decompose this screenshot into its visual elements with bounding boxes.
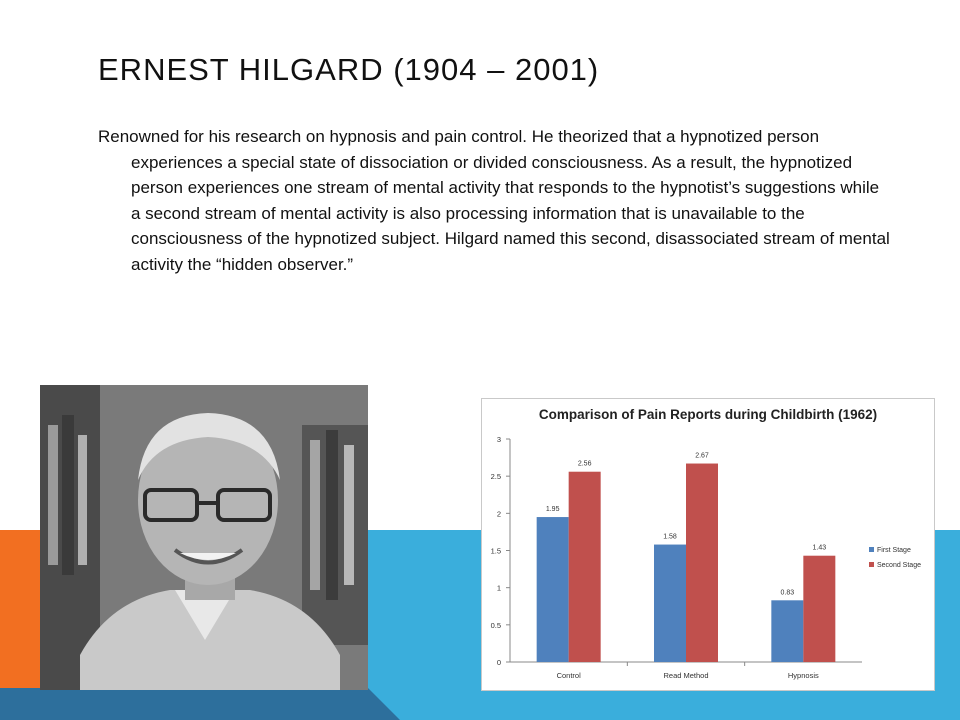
decorative-dark-blue-strip (0, 688, 400, 720)
bar-chart-panel (481, 398, 935, 691)
data-label: 2.67 (695, 452, 709, 460)
legend-swatch (869, 562, 874, 567)
category-label: Control (556, 671, 581, 680)
category-label: Read Method (663, 671, 709, 680)
chart-title: Comparison of Pain Reports during Childbirth (1962) (538, 407, 878, 422)
y-tick-label: 3 (496, 435, 501, 444)
bar-second-stage (569, 472, 601, 662)
y-tick-label: 2.5 (490, 472, 501, 482)
bar-second-stage (686, 464, 718, 662)
data-label: 2.56 (577, 460, 592, 468)
bar-first-stage (771, 600, 803, 662)
portrait-illustration (40, 385, 368, 690)
slide-title: ERNEST HILGARD (1904 – 2001) (98, 52, 600, 87)
data-label: 0.83 (780, 589, 795, 597)
data-label: 1.95 (545, 506, 560, 514)
bar-chart (482, 399, 934, 690)
legend-label: First Stage (877, 547, 911, 554)
data-label: 1.43 (812, 544, 827, 552)
data-label: 1.58 (663, 533, 677, 541)
bar-second-stage (803, 556, 835, 662)
y-tick-label: 1.5 (490, 546, 501, 556)
legend-label: Second Stage (877, 562, 921, 569)
category-label: Hypnosis (787, 671, 819, 680)
y-tick-label: 0.5 (490, 620, 501, 630)
bar-first-stage (537, 517, 569, 662)
bar-first-stage (654, 545, 686, 662)
y-tick-label: 0 (496, 658, 501, 667)
slide-body-text: Renowned for his research on hypnosis and pain control. He theorized that a hypnotized person experiences a special state of dissociation or divided consciousness. As a result, the hypnotized person experiences one stream of mental activity that responds to the hypnotist’s suggestions while a second stream of mental activity is also processing information that is unavailable to the consciousness of the hypnotized subject. Hilgard named this second, disassociated stream of mental activity the “hidden observer.” (98, 127, 890, 274)
portrait-photo (40, 385, 368, 690)
y-tick-label: 1 (496, 583, 501, 593)
y-tick-label: 2 (496, 509, 501, 519)
legend-swatch (869, 547, 874, 552)
